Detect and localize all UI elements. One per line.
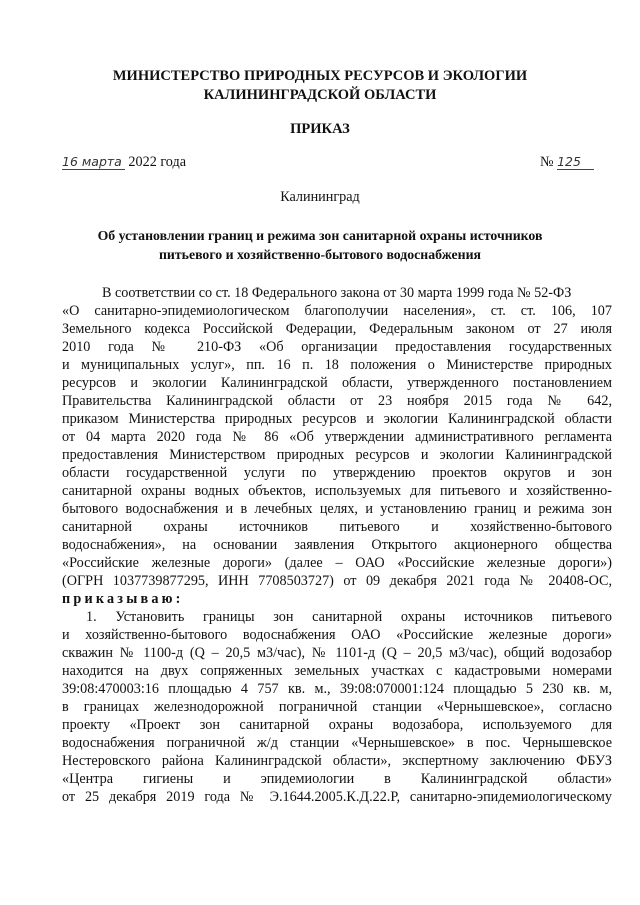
- body-line: ресурсов и экологии Калининградской области, утвержденного постановлением: [62, 375, 612, 391]
- ministry-name-line2: КАЛИНИНГРАДСКОЙ ОБЛАСТИ: [203, 87, 437, 103]
- order-number: [540, 153, 594, 171]
- body-line: 2010 года № 210-ФЗ «Об организации предоставления государственных: [62, 339, 612, 355]
- body-line: «О санитарно-эпидемиологическом благополучии населения», ст. ст. 106, 107: [62, 303, 612, 319]
- body-line: области государственной услуги по утверждению проектов округов и зон: [62, 465, 612, 481]
- body-line: водоснабжения», на основании заявления Открытого акционерного общества: [62, 537, 612, 553]
- order-date: [62, 153, 186, 171]
- body-line: и хозяйственно-бытового водоснабжения ОАО «Российские железные дороги»: [62, 627, 612, 643]
- body-line: «Российские железные дороги» (далее – ОАО «Российские железные дороги»): [62, 555, 612, 571]
- body-line: санитарной охраны водных объектов, используемых для питьевого и хозяйственно-: [62, 483, 612, 499]
- body-line: от 04 марта 2020 года № 86 «Об утверждении административного регламента: [62, 429, 612, 445]
- body-line: в границах железнодорожной пограничной станции «Чернышевское», согласно: [62, 699, 612, 715]
- body-line: Правительства Калининградской области от 23 ноября 2015 года № 642,: [62, 393, 612, 409]
- body-line: скважин № 1100-д (Q – 20,5 м3/час), № 1101-д (Q – 20,5 м3/час), общий водозабор: [62, 645, 612, 661]
- body-line: В соответствии со ст. 18 Федерального закона от 30 марта 1999 года № 52-ФЗ: [102, 285, 572, 301]
- body-line: водоснабжения пограничной ж/д станции «Чернышевское» в пос. Чернышевское: [62, 735, 612, 751]
- body-line: приказом Министерства природных ресурсов и экологии Калининградской области: [62, 411, 612, 427]
- order-directive: приказываю:: [62, 591, 184, 607]
- city: Калининград: [280, 189, 360, 205]
- order-title-line2: питьевого и хозяйственно-бытового водоснабжения: [158, 247, 482, 262]
- body-line: бытового водоснабжения и в лечебных целях, и установлению границ и режима зон: [62, 501, 612, 517]
- body-line: предоставления Министерством природных ресурсов и экологии Калининградской: [62, 447, 612, 463]
- body-line: Земельного кодекса Российской Федерации, Федеральным законом от 27 июля: [62, 321, 612, 337]
- date-year: 2022 года: [128, 154, 186, 170]
- handwritten-date: 16 марта: [62, 155, 125, 170]
- ministry-name-line1: МИНИСТЕРСТВО ПРИРОДНЫХ РЕСУРСОВ И ЭКОЛОГИИ: [112, 68, 528, 84]
- body-line: Нестеровского района Калининградской области», экспертному заключению ФБУЗ: [62, 753, 612, 769]
- body-line: санитарной охраны источников питьевого и хозяйственно-бытового: [62, 519, 612, 535]
- body-line: находится на двух сопряженных земельных участках с кадастровыми номерами: [62, 663, 612, 679]
- handwritten-number: 125: [557, 155, 594, 170]
- body-line: от 25 декабря 2019 года № Э.1644.2005.К.Д.22.Р, санитарно-эпидемиологическому: [62, 789, 612, 805]
- body-line: «Центра гигиены и эпидемиологии в Калининградской области»: [62, 771, 612, 787]
- number-prefix: №: [540, 154, 554, 170]
- body-line: (ОГРН 1037739877295, ИНН 7708503727) от 09 декабря 2021 года № 20408-ОС,: [62, 573, 612, 589]
- body-line: 1. Установить границы зон санитарной охраны источников питьевого: [86, 609, 612, 625]
- document-type: ПРИКАЗ: [290, 121, 350, 137]
- body-line: проекту «Проект зон санитарной охраны водозабора, используемого для: [62, 717, 612, 733]
- body-line: и муниципальных услуг», пп. 16 п. 18 положения о Министерстве природных: [62, 357, 612, 373]
- body-line: 39:08:470003:16 площадью 4 757 кв. м., 39:08:070001:124 площадью 5 230 кв. м,: [62, 681, 612, 697]
- order-title-line1: Об установлении границ и режима зон санитарной охраны источников: [97, 228, 543, 243]
